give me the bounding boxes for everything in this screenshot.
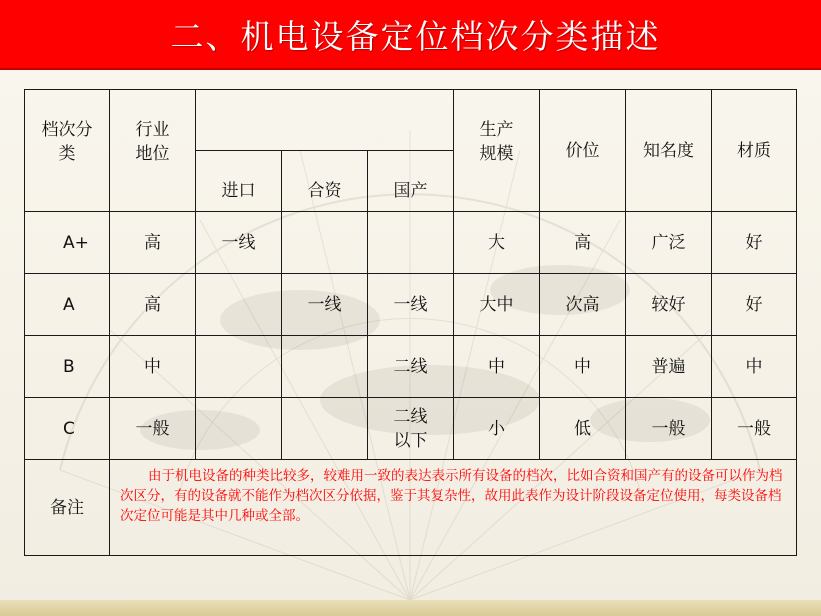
cell-fame: 较好: [626, 274, 712, 336]
classification-table-wrapper: [24, 89, 796, 555]
cell-material: 好: [712, 212, 797, 274]
table-row: [25, 274, 797, 336]
header-origin-group: [196, 90, 454, 151]
cell-joint: 一线: [282, 274, 368, 336]
header-import: 进口: [196, 151, 282, 212]
cell-material: 好: [712, 274, 797, 336]
cell-domestic: [368, 212, 454, 274]
cell-scale: 小: [454, 398, 540, 460]
cell-fame: 广泛: [626, 212, 712, 274]
cell-import: 一线: [196, 212, 282, 274]
header-production-scale: 生产规模: [454, 90, 540, 212]
cell-price: 高: [540, 212, 626, 274]
cell-industry: 高: [110, 274, 196, 336]
table-row: [25, 212, 797, 274]
cell-grade: C: [25, 398, 110, 460]
slide-title: 二、机电设备定位档次分类描述: [170, 16, 661, 56]
cell-price: 低: [540, 398, 626, 460]
bottom-decor-strip: [0, 600, 821, 616]
header-price: 价位: [540, 90, 626, 212]
cell-material: 一般: [712, 398, 797, 460]
table-row: [25, 398, 797, 460]
header-material: 材质: [712, 90, 797, 212]
cell-scale: 中: [454, 336, 540, 398]
cell-grade: A: [25, 274, 110, 336]
cell-scale: 大中: [454, 274, 540, 336]
cell-fame: 一般: [626, 398, 712, 460]
header-domestic: 国产: [368, 151, 454, 212]
cell-import: [196, 336, 282, 398]
header-fame: 知名度: [626, 90, 712, 212]
cell-fame: 普遍: [626, 336, 712, 398]
cell-industry: 中: [110, 336, 196, 398]
title-bar: [0, 0, 821, 70]
cell-material: 中: [712, 336, 797, 398]
cell-grade: B: [25, 336, 110, 398]
header-grade: 档次分类: [25, 90, 110, 212]
cell-joint: [282, 212, 368, 274]
cell-scale: 大: [454, 212, 540, 274]
remark-label: 备注: [25, 460, 110, 556]
classification-table: [24, 89, 797, 556]
cell-price: 次高: [540, 274, 626, 336]
header-industry-position: 行业地位: [110, 90, 196, 212]
header-joint-venture: 合资: [282, 151, 368, 212]
cell-domestic: 二线: [368, 336, 454, 398]
cell-domestic: 一线: [368, 274, 454, 336]
cell-grade: A+: [25, 212, 110, 274]
remark-text: 由于机电设备的种类比较多，较难用一致的表达表示所有设备的档次，比如合资和国产有的设备可以作为档次区分，有的设备就不能作为档次区分依据，鉴于其复杂性，故用此表作为设计阶段设备定位使用，每类设备档次定位可能是其中几种或全部。: [110, 460, 797, 556]
table-row: [25, 336, 797, 398]
cell-joint: [282, 398, 368, 460]
cell-price: 中: [540, 336, 626, 398]
cell-import: [196, 274, 282, 336]
cell-domestic: 二线以下: [368, 398, 454, 460]
cell-industry: 高: [110, 212, 196, 274]
cell-import: [196, 398, 282, 460]
remark-row: [25, 460, 797, 556]
cell-industry: 一般: [110, 398, 196, 460]
cell-joint: [282, 336, 368, 398]
